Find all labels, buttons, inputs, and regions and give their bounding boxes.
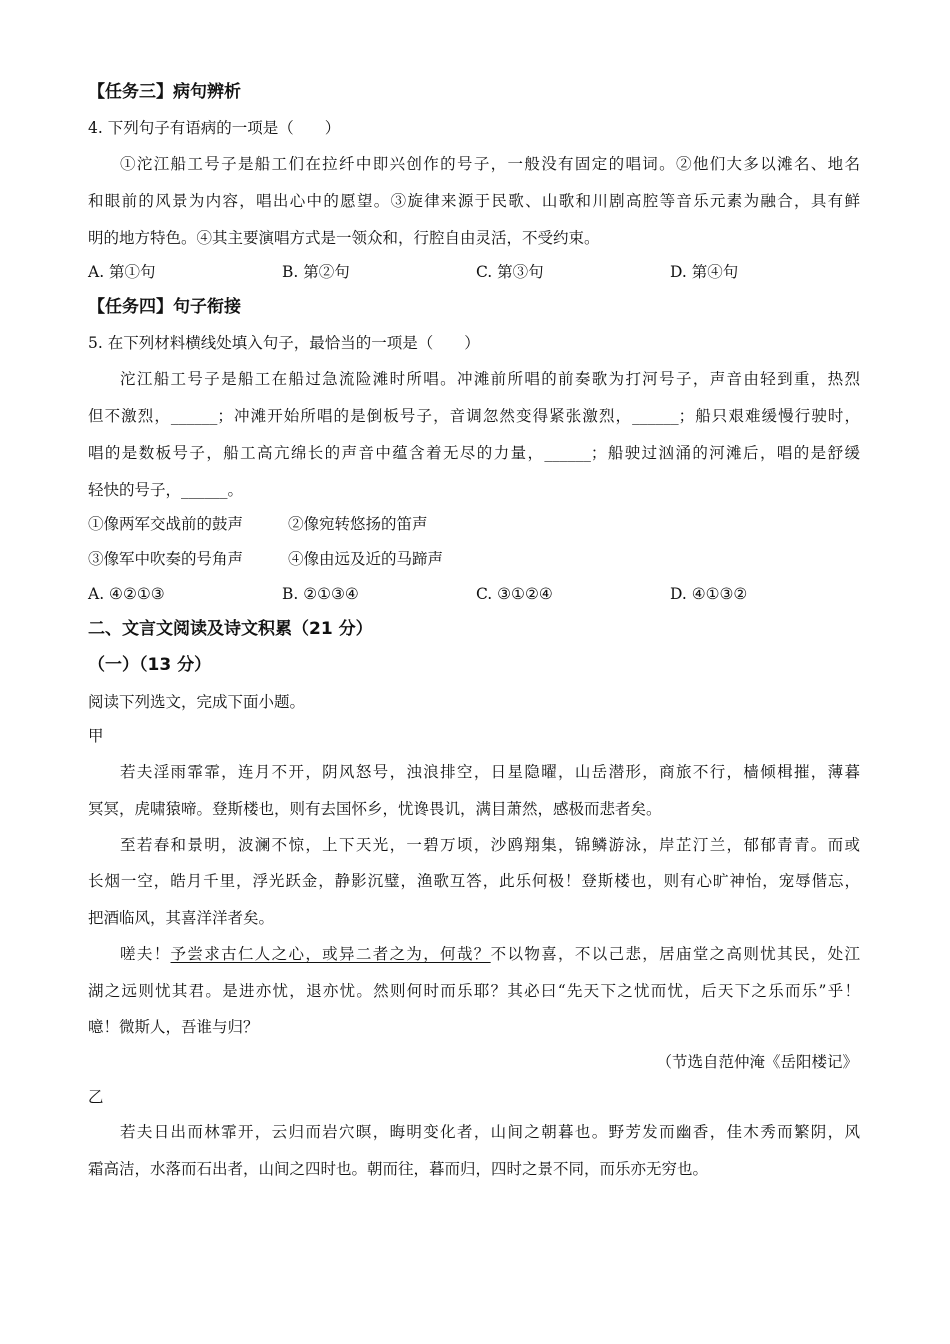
- jia-p3-pre: 嗟夫！: [120, 945, 171, 963]
- q5-option-a[interactable]: A. ④②①③: [88, 585, 165, 603]
- q5-choice-2: ②像宛转悠扬的笛声: [288, 515, 428, 533]
- q4-passage-line: ①沱江船工号子是船工们在拉纤中即兴创作的号子，一般没有固定的唱词。②他们大多以滩名、地名: [120, 155, 860, 173]
- q5-choice-4: ④像由远及近的马蹄声: [288, 550, 444, 568]
- q5-option-c[interactable]: C. ③①②④: [476, 585, 553, 603]
- q4-option-d[interactable]: D. 第④句: [670, 263, 739, 281]
- q5-stem: 5. 在下列材料横线处填入句子，最恰当的一项是（ ）: [88, 334, 480, 352]
- q5-passage-line: 沱江船工号子是船工在船过急流险滩时所唱。冲滩前所唱的前奏歌为打河号子，声音由轻到重，热烈: [120, 370, 860, 388]
- q4-option-b[interactable]: B. 第②句: [282, 263, 350, 281]
- q4-option-a[interactable]: A. 第①句: [88, 263, 156, 281]
- jia-source: （节选自范仲淹《岳阳楼记》: [656, 1053, 858, 1071]
- jia-p3-line: 湖之远则忧其君。是进亦忧，退亦忧。然则何时而乐耶？其必曰“先天下之忧而忧，后天下之乐而乐”乎！: [88, 982, 860, 1000]
- q4-stem: 4. 下列句子有语病的一项是（ ）: [88, 119, 341, 137]
- jia-p3-line: 噫！微斯人，吾谁与归？: [88, 1018, 259, 1036]
- q5-passage-line: 唱的是数板号子，船工高亢绵长的声音中蕴含着无尽的力量，______；船驶过汹涌的河滩后，唱的是舒缓: [88, 444, 860, 462]
- jia-p2-line: 至若春和景明，波澜不惊，上下天光，一碧万顷，沙鸥翔集，锦鳞游泳，岸芷汀兰，郁郁青青。而或: [120, 836, 860, 854]
- task3-heading: 【任务三】病句辨析: [88, 82, 241, 102]
- section2-heading: 二、文言文阅读及诗文积累（21 分）: [88, 619, 373, 639]
- jia-p3-post: 不以物喜，不以己悲，居庙堂之高则忧其民，处江: [490, 945, 860, 963]
- q5-option-d[interactable]: D. ④①③②: [670, 585, 748, 603]
- jia-p2-line: 长烟一空，皓月千里，浮光跃金，静影沉璧，渔歌互答，此乐何极！登斯楼也，则有心旷神怡，宠辱偕忘，: [88, 872, 860, 890]
- q4-passage-line: 和眼前的风景为内容，唱出心中的愿望。③旋律来源于民歌、山歌和川剧高腔等音乐元素为融合，具有鲜: [88, 192, 860, 210]
- q5-choice-3: ③像军中吹奏的号角声: [88, 550, 244, 568]
- q5-option-b[interactable]: B. ②①③④: [282, 585, 359, 603]
- passage-jia-label: 甲: [88, 727, 104, 745]
- jia-p1-line: 若夫淫雨霏霏，连月不开，阴风怒号，浊浪排空，日星隐曜，山岳潜形，商旅不行，樯倾楫摧，薄暮: [120, 763, 860, 781]
- q4-passage-line: 明的地方特色。④其主要演唱方式是一领众和，行腔自由灵活，不受约束。: [88, 229, 600, 247]
- jia-p2-line: 把酒临风，其喜洋洋者矣。: [88, 909, 275, 927]
- passage-yi-label: 乙: [88, 1088, 104, 1106]
- task4-heading: 【任务四】句子衔接: [88, 297, 241, 317]
- reading-instruction: 阅读下列选文，完成下面小题。: [88, 693, 306, 711]
- jia-p3-line: [120, 944, 860, 964]
- yi-p1-line: 霜高洁，水落而石出者，山间之四时也。朝而往，暮而归，四时之景不同，而乐亦无穷也。: [88, 1160, 709, 1178]
- jia-p3-underlined-sentence: 予尝求古仁人之心，或异二者之为，何哉？: [170, 945, 491, 963]
- q5-choice-1: ①像两军交战前的鼓声: [88, 515, 244, 533]
- section2-part1-heading: （一）（13 分）: [88, 655, 212, 675]
- jia-p1-line: 冥冥，虎啸猿啼。登斯楼也，则有去国怀乡，忧谗畏讥，满目萧然，感极而悲者矣。: [88, 800, 662, 818]
- yi-p1-line: 若夫日出而林霏开，云归而岩穴暝，晦明变化者，山间之朝暮也。野芳发而幽香，佳木秀而繁阴，风: [120, 1123, 860, 1141]
- q5-passage-line: 轻快的号子，______。: [88, 481, 244, 499]
- q5-passage-line: 但不激烈，______；冲滩开始所唱的是倒板号子，音调忽然变得紧张激烈，______；船只艰难缓慢行驶时，: [88, 407, 860, 425]
- q4-option-c[interactable]: C. 第③句: [476, 263, 544, 281]
